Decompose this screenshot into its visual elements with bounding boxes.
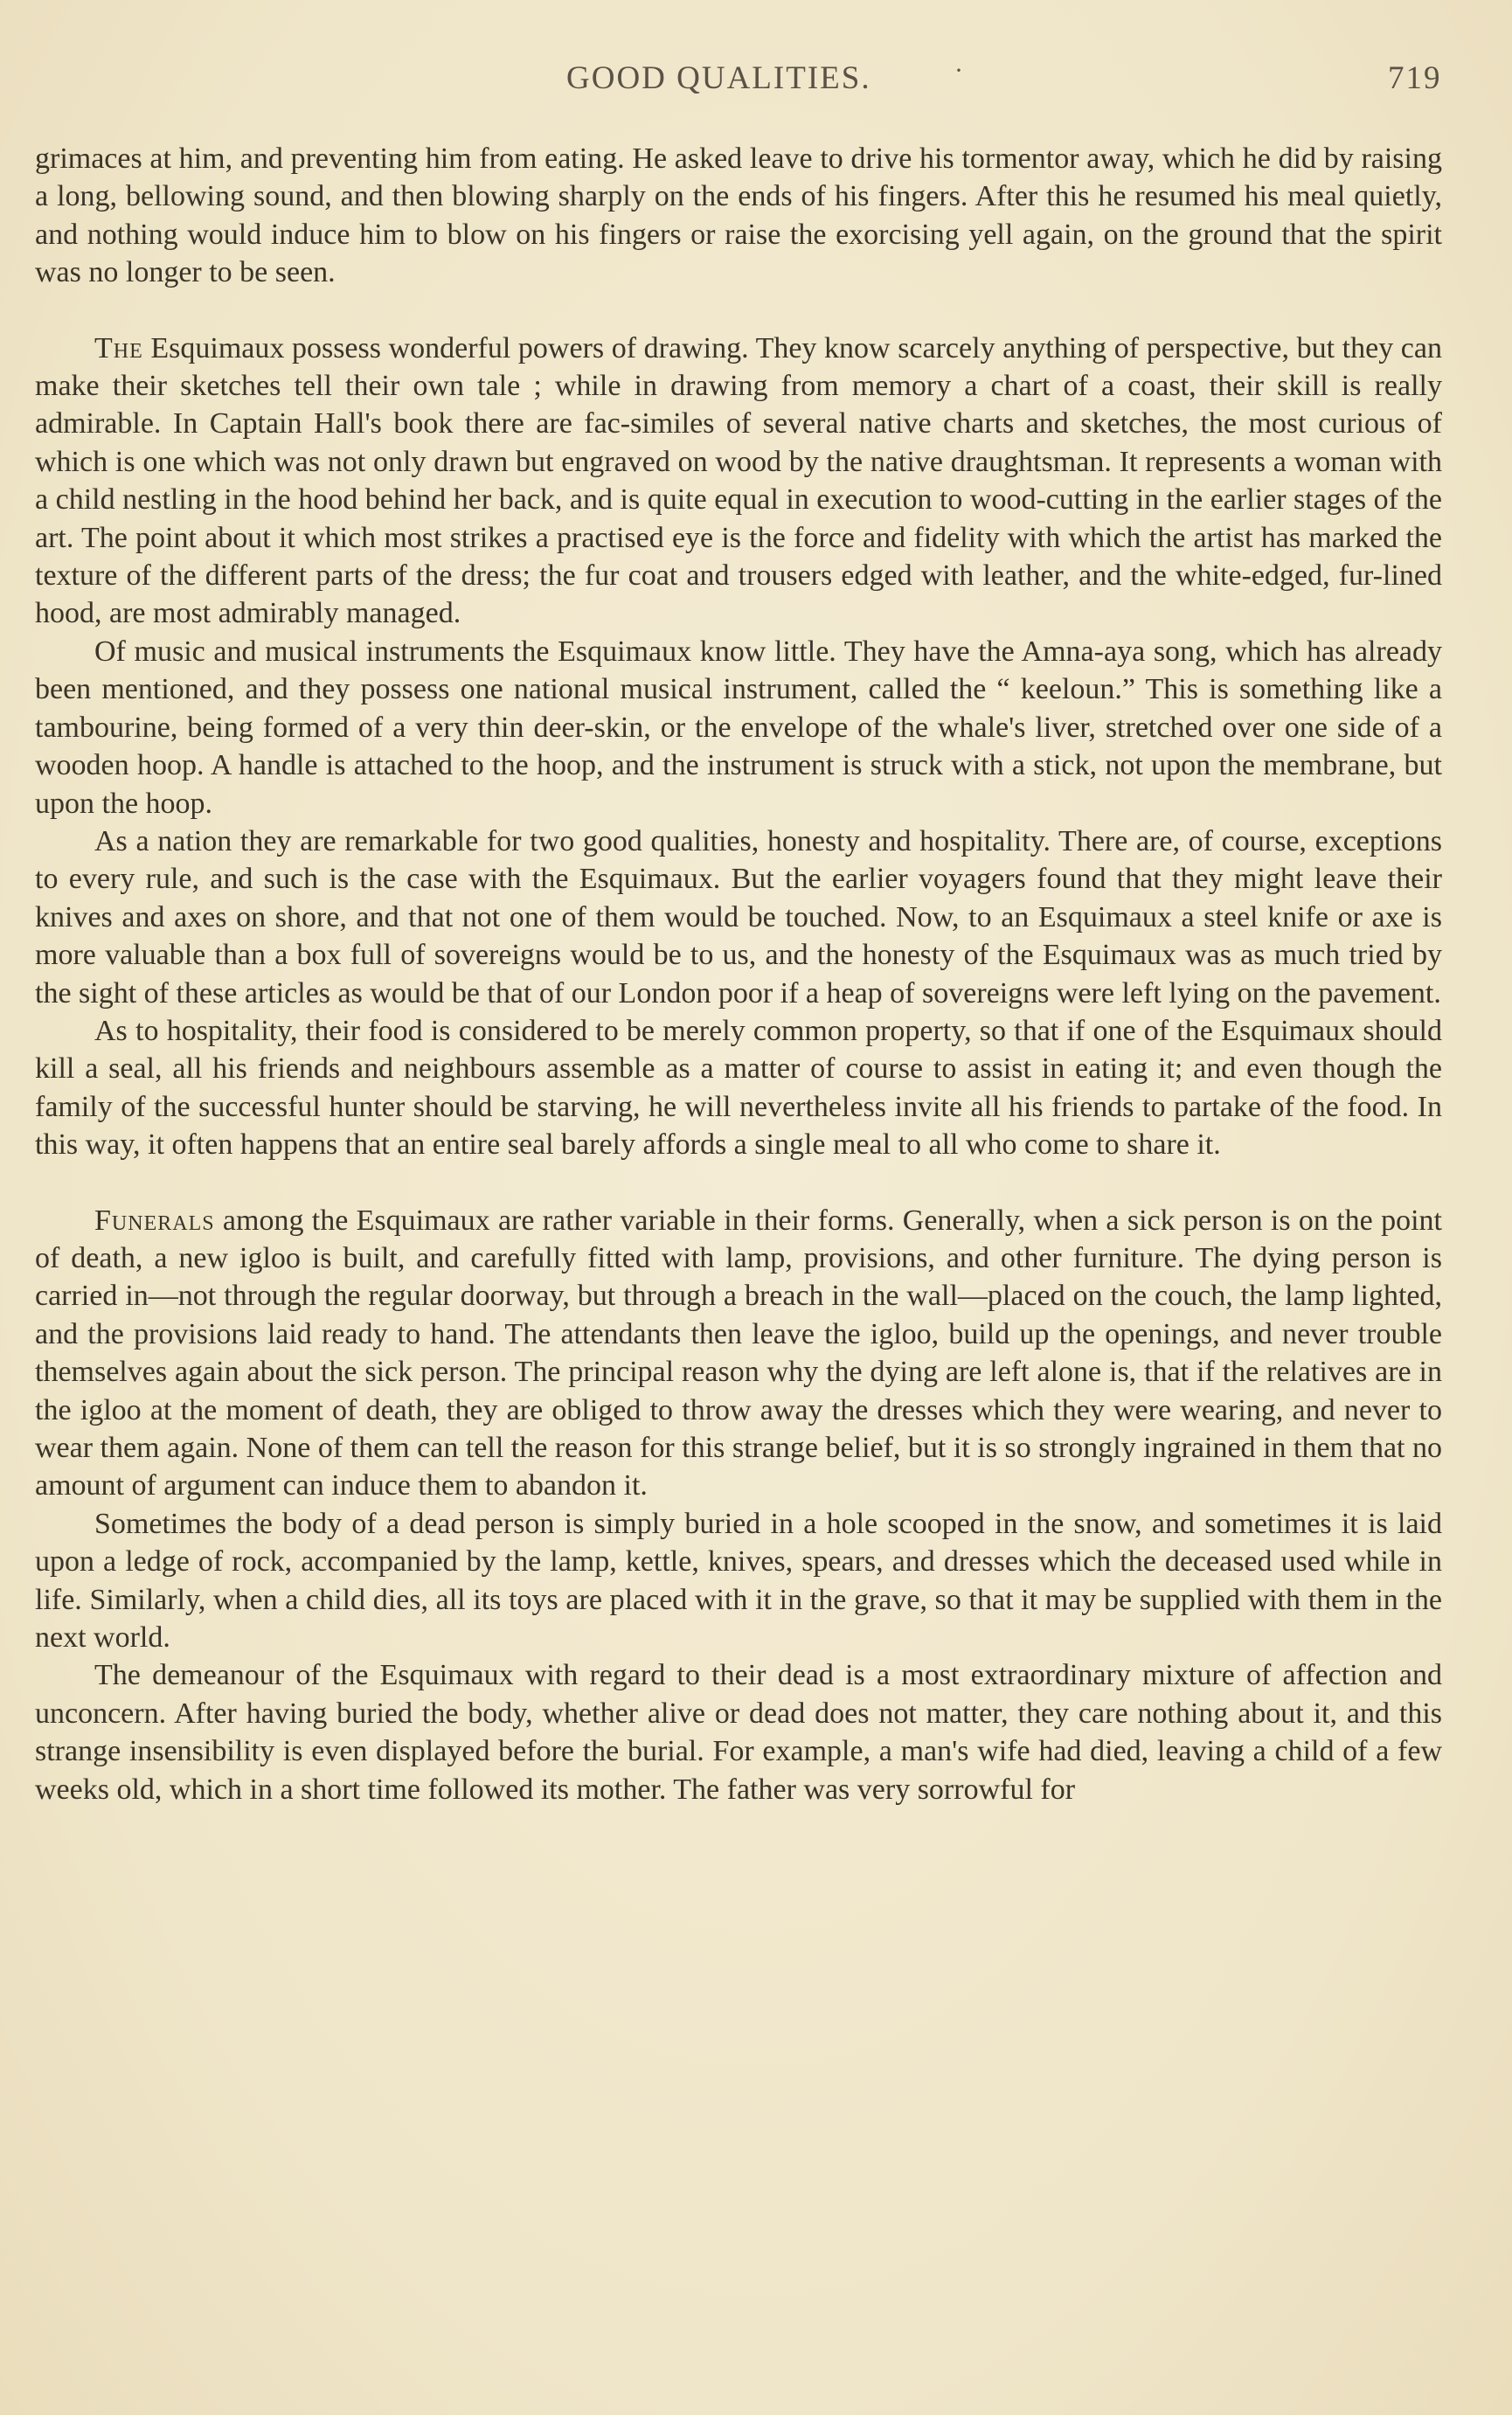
paragraph-lead-word: Funerals [94, 1204, 215, 1237]
body-text [35, 140, 1442, 1808]
running-head-mark: · [954, 56, 965, 85]
paragraph-hospitality [35, 1012, 1442, 1164]
paragraph-text: The demeanour of the Esquimaux with regard to their dead is a most extraordinary mixture of affection and unconcern. After having buried the body, whether alive or dead does not matter, they care nothing about it, and this strange insensibility is even displayed before the burial. For example, a man's wife had died, leaving a child of a few weeks old, which in a short time followed its mother. The father was very sorrowful for [35, 1659, 1442, 1806]
paragraph-lead-word: The [94, 331, 143, 364]
paragraph-continuation [35, 140, 1442, 292]
paragraph-text: Of music and musical instruments the Esquimaux know little. They have the Amna-aya song, which has already been mentioned, and they possess one national musical instrument, called the “ keeloun.” This is something like a tambourine, being formed of a very thin deer-skin, or the envelope of the whale's liver, stretched over one side of a wooden hoop. A handle is attached to the hoop, and the instrument is struck with a stick, not upon the membrane, but upon the hoop. [35, 635, 1442, 820]
paragraph-text: among the Esquimaux are rather variable in their forms. Generally, when a sick person is on the point of death, a new igloo is built, and carefully fitted with lamp, provisions, and other furniture. The dying person is carried in—not through the regular doorway, but through a breach in the wall—placed on the couch, the lamp lighted, and the provisions laid ready to hand. The attendants then leave the igloo, build up the openings, and never trouble themselves again about the sick person. The principal reason why the dying are left alone is, that if the relatives are in the igloo at the moment of death, they are obliged to throw away the dresses which they were wearing, and never to wear them again. None of them can tell the reason for this strange belief, but it is so strongly ingrained in them that no amount of argument can induce them to abandon it. [35, 1204, 1442, 1502]
paragraph-text: grimaces at him, and preventing him from eating. He asked leave to drive his tormentor away, which he did by raising a long, bellowing sound, and then blowing sharply on the ends of his fingers. After this he resumed his meal quietly, and nothing would induce him to blow on his fingers or raise the exorcising yell again, on the ground that the spirit was no longer to be seen. [35, 142, 1442, 289]
paragraph-funerals [35, 1202, 1442, 1505]
running-head [35, 56, 1442, 112]
paragraph-text: As to hospitality, their food is considered to be merely common property, so that if one of the Esquimaux should kill a seal, all his friends and neighbours assemble as a matter of course to assist in eating it; and even though the family of the successful hunter should be starving, he will nevertheless invite all his friends to partake of the food. In this way, it often happens that an entire seal barely affords a single meal to all who come to share it. [35, 1014, 1442, 1162]
paragraph-text: Sometimes the body of a dead person is simply buried in a hole scooped in the snow, and sometimes it is laid upon a ledge of rock, accompanied by the lamp, kettle, knives, spears, and dresses which the deceased used while in life. Similarly, when a child dies, all its toys are placed with it in the grave, so that it may be supplied with them in the next world. [35, 1507, 1442, 1655]
page-number: 719 [1388, 60, 1442, 96]
paragraph-text: Esquimaux possess wonderful powers of drawing. They know scarcely anything of perspective, but they can make their sketches tell their own tale ; while in drawing from memory a chart of a coast, their skill is really admirable. In Captain Hall's book there are fac-similes of several native charts and sketches, the most curious of which is one which was not only drawn but engraved on wood by the native draughtsman. It represents a woman with a child nestling in the hood behind her back, and is quite equal in execution to wood-cutting in the earlier stages of the art. The point about it which most strikes a practised eye is the force and fidelity with which the artist has marked the texture of the different parts of the dress; the fur coat and trousers edged with leather, and the white-edged, fur-lined hood, are most admirably managed. [35, 331, 1442, 630]
paragraph-drawing [35, 330, 1442, 633]
paragraph-music [35, 633, 1442, 822]
paragraph-text: As a nation they are remarkable for two good qualities, honesty and hospitality. There are, of course, exceptions to every rule, and such is the case with the Esquimaux. But the earlier voyagers found that they might leave their knives and axes on shore, and that not one of them would be touched. Now, to an Esquimaux a steel knife or axe is more valuable than a box full of sovereigns would be to us, and the honesty of the Esquimaux was as much tried by the sight of these articles as would be that of our London poor if a heap of sovereigns were left lying on the pavement. [35, 824, 1442, 1010]
paragraph-honesty [35, 822, 1442, 1012]
running-title: GOOD QUALITIES. [566, 60, 871, 96]
paragraph-burial [35, 1505, 1442, 1657]
paragraph-demeanour [35, 1656, 1442, 1808]
